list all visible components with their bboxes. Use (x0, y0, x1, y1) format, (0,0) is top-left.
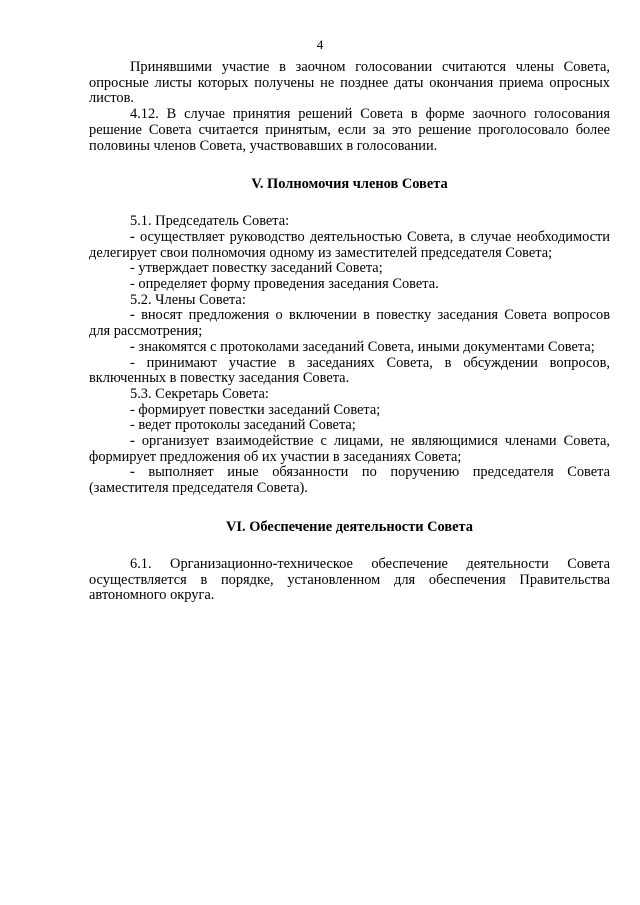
clause-5-1: 5.1. Председатель Совета: (130, 213, 290, 230)
section-5-heading: V. Полномочия членов Совета (251, 176, 448, 193)
list-item: - организует взаимодействие с лицами, не являющимися членами Совета, формирует предложения об их участии в заседаниях Совета; (89, 433, 610, 465)
paragraph-4-12: 4.12. В случае принятия решений Совета в форме заочного голосования решение Совета считается принятым, если за это решение проголосовало более половины членов Совета, участвовавших в голосовании. (89, 106, 610, 154)
list-item: - утверждает повестку заседаний Совета; (130, 260, 383, 277)
list-item: - знакомятся с протоколами заседаний Совета, иными документами Совета; (130, 338, 595, 355)
list-item: - принимают участие в заседаниях Совета, в обсуждении вопросов, включенных в повестку заседания Совета. (89, 354, 610, 387)
paragraph-4-11-continuation: Принявшими участие в заочном голосовании считаются члены Совета, опросные листы которых получены не позднее даты окончания приема опросных листов. (89, 59, 610, 107)
list-item: - осуществляет руководство деятельностью Совета, в случае необходимости делегирует свои полномочия одному из заместителей председателя Совета; (89, 228, 611, 261)
section-6-heading: VI. Обеспечение деятельности Совета (226, 518, 473, 535)
list-item: - формирует повестки заседаний Совета; (130, 401, 381, 418)
list-item: - ведет протоколы заседаний Совета; (130, 417, 356, 434)
list-item: - вносят предложения о включении в повестку заседания Совета вопросов для рассмотрения; (89, 307, 611, 340)
clause-5-3: 5.3. Секретарь Совета: (130, 385, 269, 402)
list-item: - определяет форму проведения заседания Совета. (130, 276, 439, 293)
page-number: 4 (316, 37, 324, 52)
list-item: - выполняет иные обязанности по поручению председателя Совета (заместителя председателя Совета). (89, 464, 610, 497)
document-body (89, 60, 610, 604)
clause-6-1: 6.1. Организационно-техническое обеспечение деятельности Совета осуществляется в порядке, установленном для обеспечения Правительства автономного округа. (89, 555, 610, 604)
clause-5-2: 5.2. Члены Совета: (130, 291, 246, 308)
